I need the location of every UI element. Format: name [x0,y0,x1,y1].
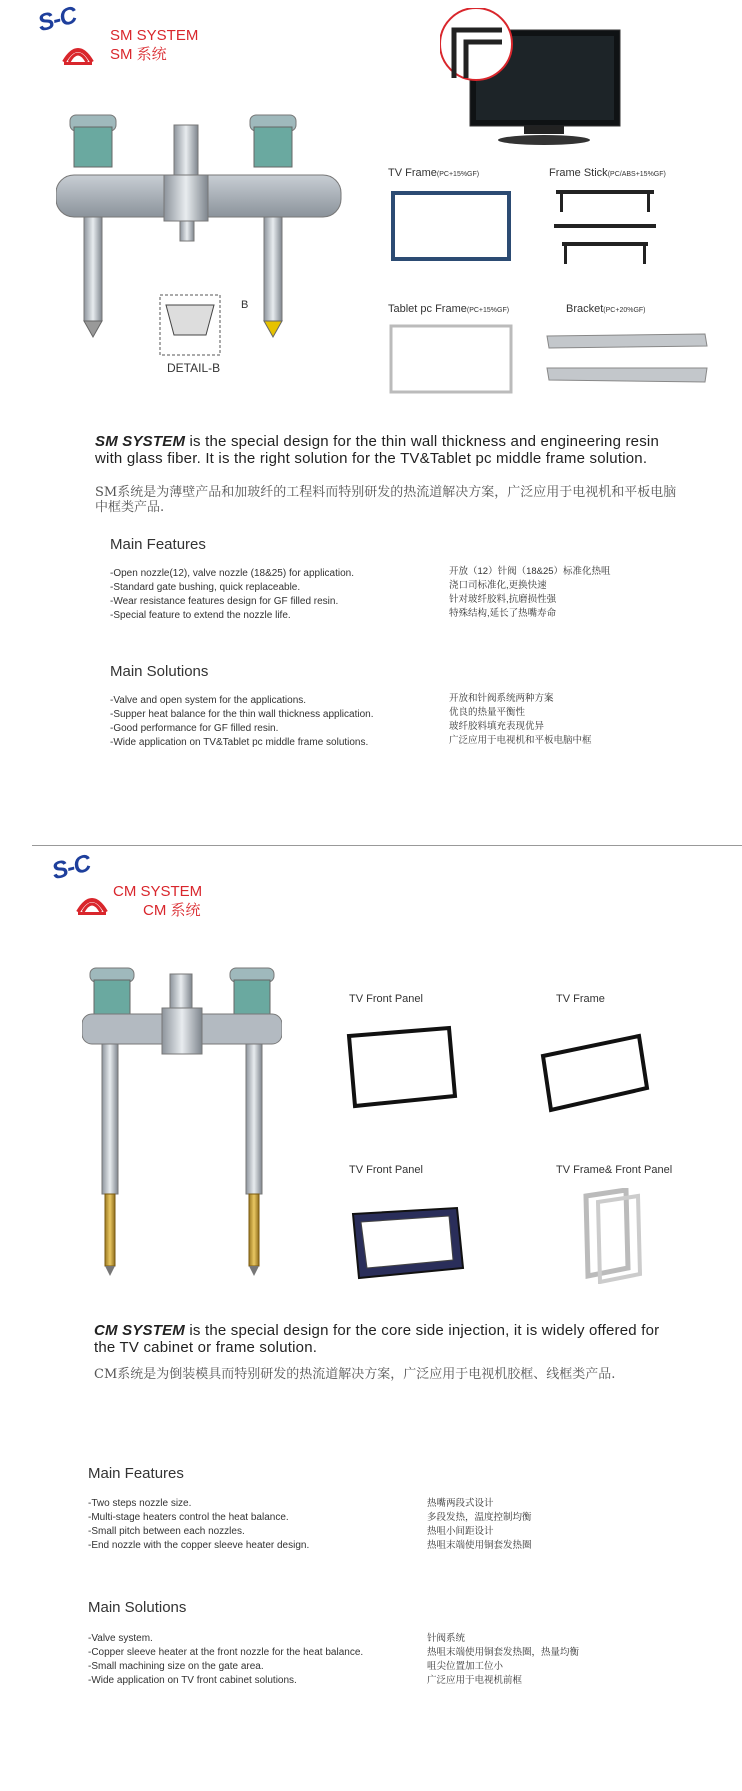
list-item: 浇口司标准化,更换快速 [449,580,547,591]
list-item: 玻纤胶料填充表现优异 [449,721,545,732]
tablet-frame-label: Tablet pc Frame [388,303,467,315]
sm-title-en: SM SYSTEM [110,27,199,44]
list-item: -Small machining size on the gate area. [88,1661,264,1672]
list-item: 咀尖位置加工位小 [427,1661,504,1672]
sm-intro-strong: SM SYSTEM [95,433,186,450]
sm-system-title [110,26,198,64]
list-item: -Wide application on TV&Tablet pc middle frame solutions. [110,737,369,748]
sc-logo-cm [49,849,118,918]
cm-tv-front-panel-caption: TV Front Panel [349,993,423,1005]
logo-emblem-icon [60,32,96,68]
cm-solutions-list [88,1632,408,1688]
cm-system-title [113,882,202,920]
cm-solutions-title: Main Solutions [88,1599,187,1616]
cm-tv-frame-caption: TV Frame [556,993,605,1005]
cm-features-list-cn [427,1497,677,1553]
logo-emblem-icon [74,882,110,918]
tv-frame-image [389,189,515,265]
list-item: -Multi-stage heaters control the heat balance. [88,1512,289,1523]
sm-features-list-cn [449,565,699,621]
bracket-material: (PC+20%GF) [603,307,646,314]
list-item: 热咀小间距设计 [427,1526,494,1537]
sm-solutions-list [110,694,430,750]
cm-intro [94,1322,684,1356]
list-item: -Good performance for GF filled resin. [110,723,279,734]
list-item: 针对玻纤胶料,抗磨损性强 [449,594,557,605]
cm-features-title: Main Features [88,1465,184,1482]
sc-logo [35,1,104,70]
list-item: -End nozzle with the copper sleeve heater design. [88,1540,310,1551]
bracket-caption [566,303,646,315]
cm-tv-front-panel-2-caption: TV Front Panel [349,1164,423,1176]
list-item: 热嘴两段式设计 [427,1498,494,1509]
cm-title-en: CM SYSTEM [113,883,203,900]
cm-hot-runner-image [82,962,282,1277]
sm-solutions-title: Main Solutions [110,663,209,680]
b-marker-label: B [241,299,249,311]
tv-front-panel-image [345,1024,461,1110]
cm-intro-strong: CM SYSTEM [94,1322,185,1339]
tv-front-panel-2-image [349,1204,467,1284]
list-item: -Standard gate bushing, quick replaceable. [110,582,301,593]
frame-stick-label: Frame Stick [549,167,608,179]
tv-frame-label: TV Frame [388,167,437,179]
list-item: 热咀末端使用铜套发热圈，热量均衡 [427,1647,580,1658]
list-item: 开放（12）针阀（18&25）标准化热咀 [449,566,611,577]
sm-solutions-list-cn [449,692,709,748]
list-item: -Wide application on TV front cabinet solutions. [88,1675,297,1686]
logo-text: S-C [35,1,79,38]
list-item: -Wear resistance features design for GF filled resin. [110,596,339,607]
list-item: 特殊结构,延长了热嘴寿命 [449,608,557,619]
logo-text: S-C [49,849,93,886]
bracket-label: Bracket [566,303,604,315]
frame-stick-material: (PC/ABS+15%GF) [607,171,666,178]
sm-intro-text: is the special design for the thin wall thickness and engineering resin with glass fiber. It is the right solution for the TV&Tablet pc middle frame solution. [95,433,659,467]
cm-intro-text: is the special design for the core side injection, it is widely offered for the TV cabinet or frame solution. [94,1322,660,1356]
list-item: 广泛应用于电视机前框 [427,1675,523,1686]
section-divider [32,845,742,846]
sm-intro [95,433,685,467]
cm-tv-frame-front-panel-caption: TV Frame& Front Panel [556,1164,673,1176]
tv-frame-caption [388,167,479,179]
tablet-frame-image [387,322,517,398]
frame-stick-image [552,186,658,268]
cm-features-list [88,1497,388,1553]
cm-intro-cn: CM系统是为倒装模具而特别研发的热流道解决方案，广泛应用于电视机胶框、线框类产品. [94,1367,616,1382]
tablet-frame-material: (PC+15%GF) [466,307,510,314]
list-item: -Two steps nozzle size. [88,1498,192,1509]
list-item: 优良的热量平衡性 [449,707,526,718]
list-item: -Small pitch between each nozzles. [88,1526,245,1537]
sm-hot-runner-image [56,105,346,375]
sm-title-cn: SM 系统 [110,46,167,63]
list-item: -Valve system. [88,1633,153,1644]
sm-features-list [110,567,410,623]
list-item: -Special feature to extend the nozzle life. [110,610,291,621]
list-item: 热咀末端使用铜套发热圈 [427,1540,532,1551]
detail-b-label: DETAIL-B [167,361,221,375]
list-item: 广泛应用于电视机和平板电脑中框 [449,735,592,746]
list-item: -Open nozzle(12), valve nozzle (18&25) for application. [110,568,355,579]
list-item: 针阀系统 [427,1633,466,1644]
list-item: -Supper heat balance for the thin wall thickness application. [110,709,374,720]
list-item: -Copper sleeve heater at the front nozzle for the heat balance. [88,1647,364,1658]
sm-features-title: Main Features [110,536,206,553]
cm-solutions-list-cn [427,1632,687,1688]
tv-frame-material: (PC+15%GF) [436,171,480,178]
tv-frame-front-panel-image [578,1188,648,1284]
list-item: 开放和针阀系统两种方案 [449,693,554,704]
tablet-frame-caption [388,303,509,315]
bracket-image [543,332,711,390]
cm-title-cn: CM 系统 [143,902,201,919]
list-item: 多段发热，温度控制均衡 [427,1512,532,1523]
tv-monitor-image [440,8,630,148]
list-item: -Valve and open system for the applications. [110,695,307,706]
sm-intro-cn: SM系统是为薄壁产品和加玻纤的工程料而特别研发的热流道解决方案，广泛应用于电视机和平板电脑中框类产品. [95,485,677,515]
frame-stick-caption [549,167,666,179]
cm-tv-frame-image [537,1030,653,1114]
